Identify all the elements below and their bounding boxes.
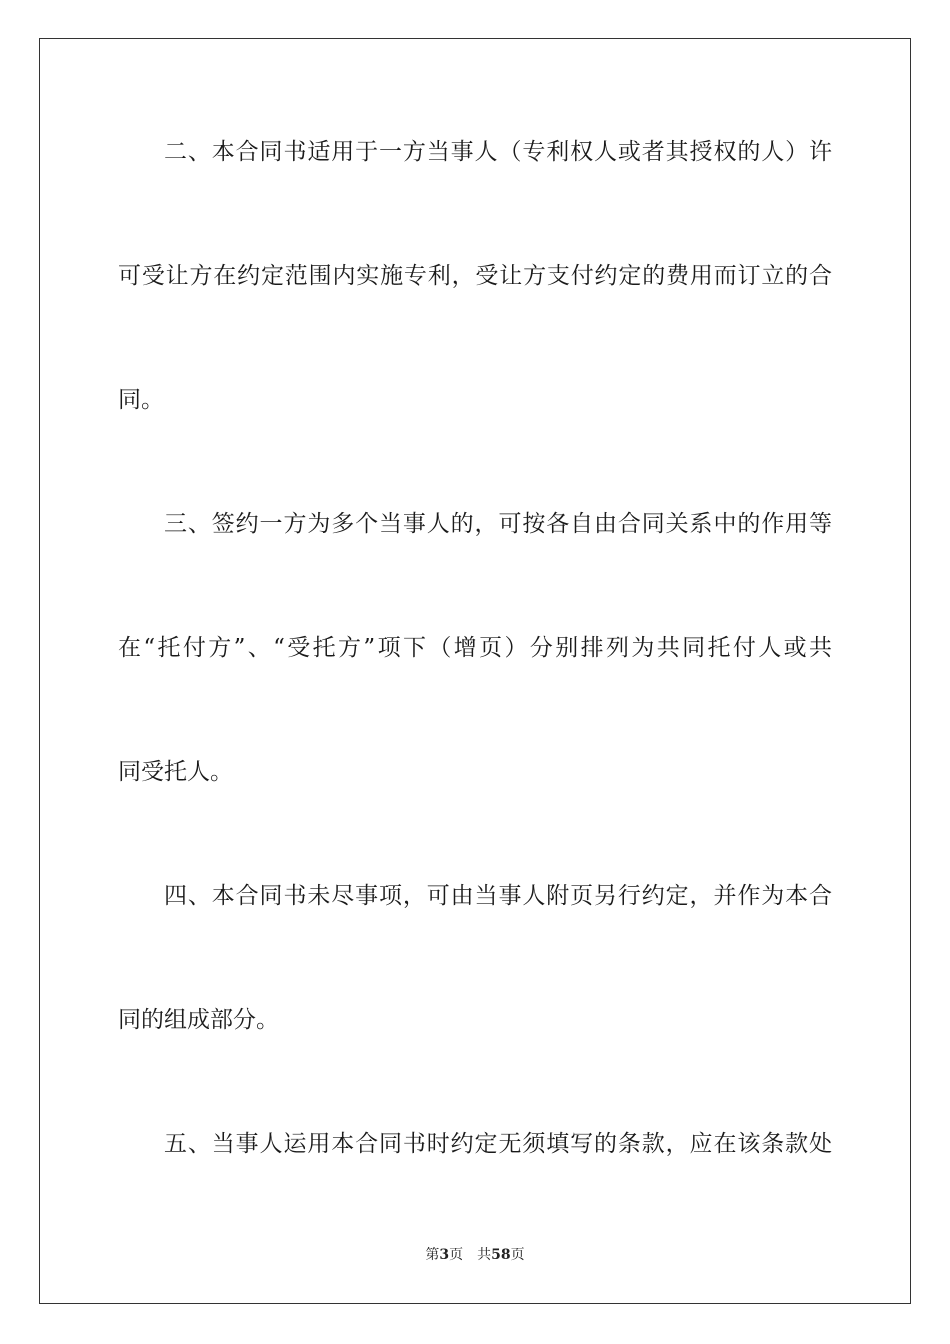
total-prefix: 共: [477, 1247, 492, 1263]
page-number: 3: [439, 1247, 450, 1263]
paragraph-line: 同受托人。: [118, 759, 233, 785]
total-pages: 58: [491, 1247, 511, 1263]
total-suffix: 页: [510, 1247, 525, 1263]
paragraph-line: 五、当事人运用本合同书时约定无须填写的条款，应在该条款处: [164, 1131, 832, 1157]
paragraph-line: 同的组成部分。: [118, 1007, 279, 1033]
paragraph-line: 三、签约一方为多个当事人的，可按各自由合同关系中的作用等: [164, 511, 832, 537]
paragraph-line: 可受让方在约定范围内实施专利，受让方支付约定的费用而订立的合: [118, 263, 832, 289]
paragraph-line: 二、本合同书适用于一方当事人（专利权人或者其授权的人）许: [164, 139, 832, 165]
paragraph-line: 同。: [118, 387, 164, 413]
page-prefix: 第: [425, 1247, 440, 1263]
paragraph-line: 在“托付方”、“受托方”项下（增页）分别排列为共同托付人或共: [118, 635, 832, 661]
page-border: [39, 38, 911, 1304]
page-footer: [0, 1246, 950, 1264]
paragraph-line: 四、本合同书未尽事项，可由当事人附页另行约定，并作为本合: [164, 883, 832, 909]
page-suffix: 页: [449, 1247, 464, 1263]
